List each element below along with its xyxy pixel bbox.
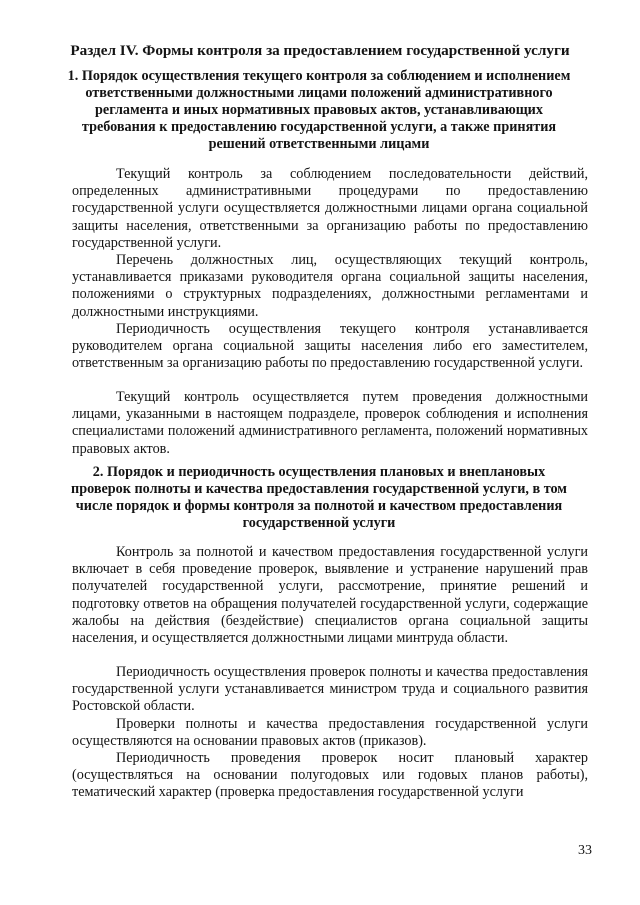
paragraph: Проверки полноты и качества предоставления государственной услуги осуществляются на основании правовых актов (приказов). <box>72 716 588 750</box>
paragraph: Текущий контроль за соблюдением последовательности действий, определенных административными процедурами по предоставлению государственной услуги осуществляется должностными лицами органа социальной защиты населения, ответственными за организацию работы по предоставлению государственной услуги. <box>72 166 588 251</box>
subsection-1-heading: 1. Порядок осуществления текущего контроля за соблюдением и исполнением ответственными должностными лицами положений административного регламента и иных нормативных правовых актов, устанавливающих требования к предоставлению государственной услуги, а также принятия решений ответственными лицами <box>67 68 571 152</box>
paragraph: Периодичность осуществления текущего контроля устанавливается руководителем органа социальной защиты населения либо его заместителем, ответственным за организацию работы по предоставлению государственной услуги. <box>72 321 588 372</box>
paragraph: Перечень должностных лиц, осуществляющих текущий контроль, устанавливается приказами руководителя органа социальной защиты населения, положениями о структурных подразделениях, должностными регламентами и должностными инструкциями. <box>72 252 588 320</box>
subsection-2-heading: 2. Порядок и периодичность осуществления плановых и внеплановых проверок полноты и качества предоставления государственной услуги, в том числе порядок и формы контроля за полнотой и качеством предоставления государственной услуги <box>71 464 567 531</box>
paragraph: Периодичность проведения проверок носит плановый характер (осуществляться на основании полугодовых или годовых планов работы), тематический характер (проверка предоставления государственной услуги <box>72 750 588 801</box>
section-title: Раздел IV. Формы контроля за предоставлением государственной услуги <box>70 42 570 59</box>
paragraph: Контроль за полнотой и качеством предоставления государственной услуги включает в себя проведение проверок, выявление и устранение нарушений прав получателей государственной услуги, рассмотрение, принятие решений и подготовку ответов на обращения получателей государственной услуги, содержащие жалобы на действия (бездействие) специалистов органа социальной защиты населения, и осуществляется должностными лицами минтруда области. <box>72 544 588 647</box>
page-number: 33 <box>578 843 592 858</box>
paragraph: Периодичность осуществления проверок полноты и качества предоставления государственной услуги устанавливается министром труда и социального развития Ростовской области. <box>72 664 588 715</box>
paragraph: Текущий контроль осуществляется путем проведения должностными лицами, указанными в настоящем подразделе, проверок соблюдения и исполнения специалистами положений административного регламента, положений нормативных правовых актов. <box>72 389 588 457</box>
